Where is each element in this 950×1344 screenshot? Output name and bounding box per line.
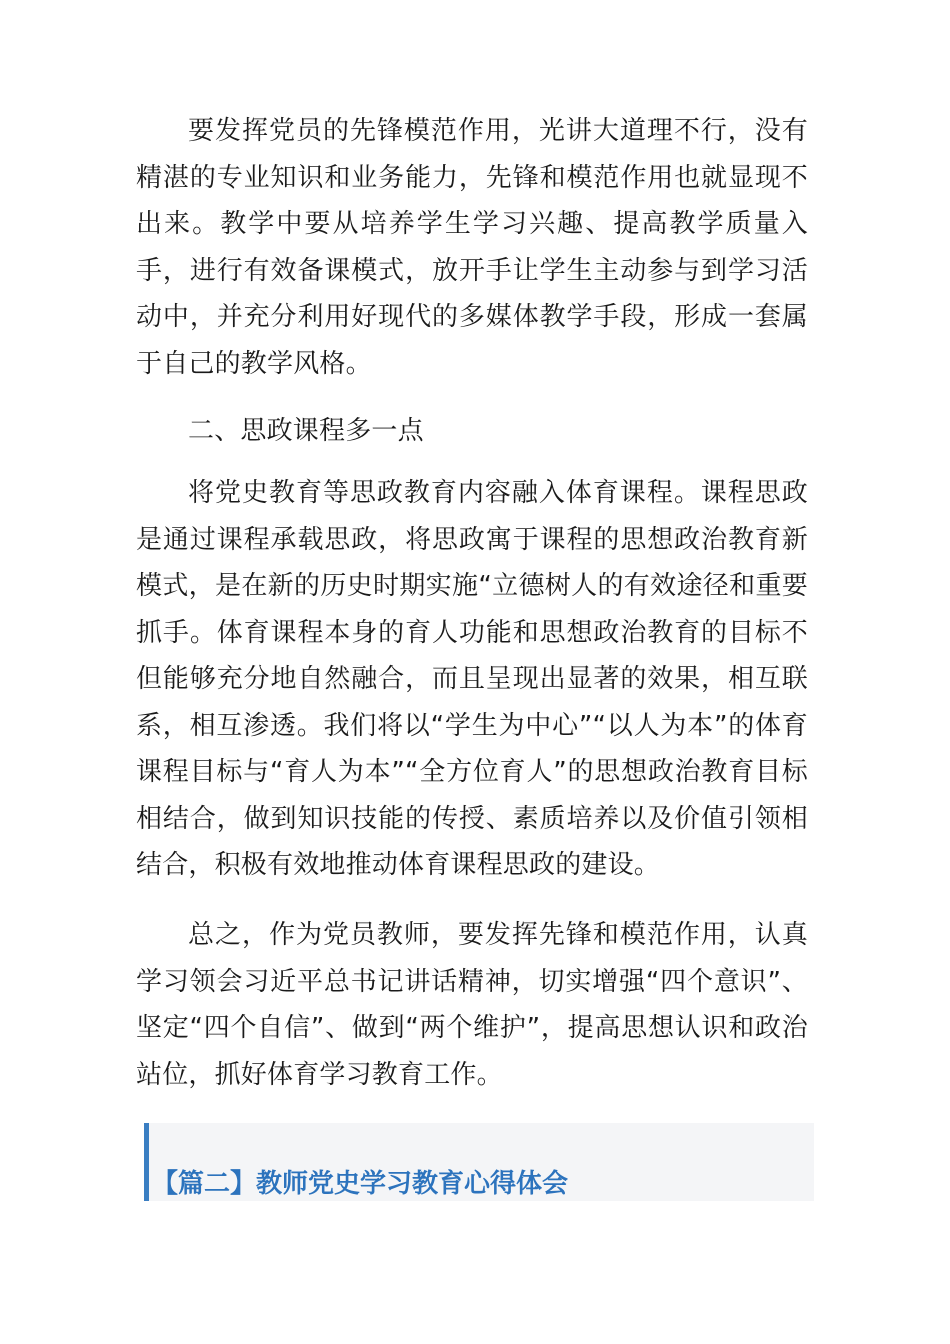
body-paragraph: 要发挥党员的先锋模范作用，光讲大道理不行，没有精湛的专业知识和业务能力，先锋和模范作用也就显现不出来。教学中要从培养学生学习兴趣、提高教学质量入手，进行有效备课模式，放开手让学生主动参与到学习活动中，并充分利用好现代的多媒体教学手段，形成一套属于自己的教学风格。 — [136, 116, 808, 379]
body-paragraph: 总之，作为党员教师，要发挥先锋和模范作用，认真学习领会习近平总书记讲话精神，切实增强“四个意识”、坚定“四个自信”、做到“两个维护”，提高思想认识和政治站位，抓好体育学习教育工作。 — [136, 920, 808, 1090]
body-paragraph: 将党史教育等思政教育内容融入体育课程。课程思政是通过课程承载思政，将思政寓于课程的思想政治教育新模式，是在新的历史时期实施“立德树人的有效途径和重要抓手。体育课程本身的育人功能和思想政治教育的目标不但能够充分地自然融合，而且呈现出显著的效果，相互联系，相互渗透。我们将以“学生为中心”“以人为本”的体育课程目标与“育人为本”“全方位育人”的思想政治教育目标相结合，做到知识技能的传授、素质培养以及价值引领相结合，积极有效地推动体育课程思政的建设。 — [136, 478, 808, 880]
section-heading: 二、思政课程多一点 — [188, 416, 424, 446]
section-title: 【篇二】教师党史学习教育心得体会 — [152, 1169, 569, 1199]
